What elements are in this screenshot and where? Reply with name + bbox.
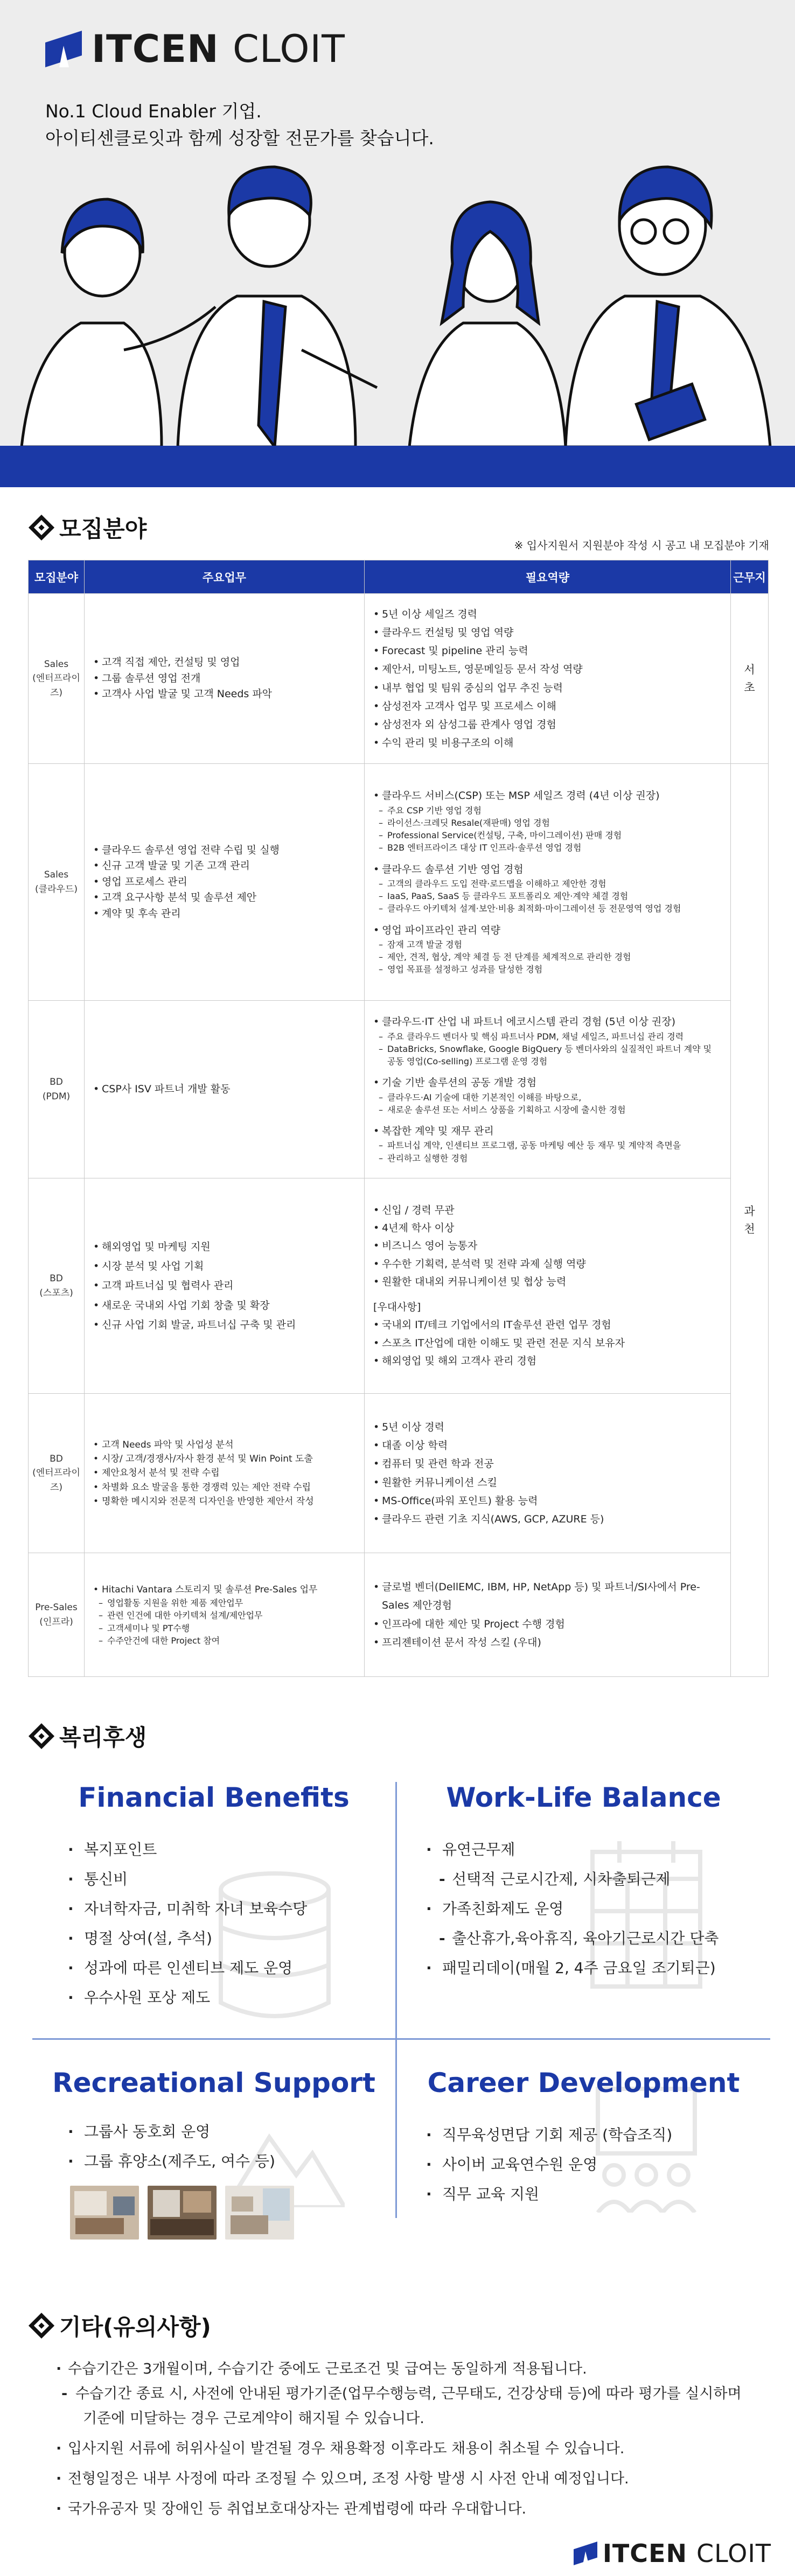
diamond-icon: [29, 1723, 54, 1749]
row-category: Pre-Sales (인프라): [29, 1553, 85, 1677]
hero-line-1: No.1 Cloud Enabler 기업.: [45, 101, 262, 122]
diamond-icon: [29, 515, 54, 541]
recruit-note: ※ 입사지원서 지원분야 작성 시 공고 내 모집분야 기재: [514, 539, 769, 552]
row-duties: • Hitachi Vantara 스토리지 및 솔루션 Pre-Sales 업무 – 영업활동 지원을 위한 제품 제안업무 – 관련 인건에 대한 아키텍쳐 설계/제안업무 – 고객세미나 및 PT수행 – 수주안건에 대한 Project 참여: [85, 1553, 365, 1677]
brand-name-thin: CLOIT: [696, 2539, 771, 2568]
list-item: - 수습기간 종료 시, 사전에 안내된 평가기준(업무수행능력, 근무태도, 건강상태 등)에 따라 평가를 실시하며: [54, 2382, 765, 2406]
table-header-row: [29, 560, 769, 594]
list-item: · 패밀리데이(매월 2, 4주 금요일 조기퇴근): [424, 1953, 770, 1983]
table-row: [29, 764, 769, 1001]
list-item: · 명절 상여(설, 추석): [66, 1924, 395, 1953]
worklife-benefits: [397, 1782, 770, 1983]
row-skills: • 클라우드 서비스(CSP) 또는 MSP 세일즈 경력 (4년 이상 권장) – 주요 CSP 기반 영업 경험 – 라이선스·크레딧 Resale(재판매) 영업 경험 – Professional Service(컨설팅, 구축, 마이그레이션) 판매 경험 – B2B 엔터프라이즈 대상 IT 인프라·솔루션 영업 경험 • 클라우드 솔루션 기반 영업 경험 – 고객의 클라우드 도입 전략·로드맵을 이해하고 제안한 경험 – IaaS, PaaS, SaaS 등 클라우드 포트폴리오 제안·계약 체결 경험 – 클라우드 아키텍처 설계·보안·비용 최적화·마이그레이션 등 전문영역 영업 경험 • 영업 파이프라인 관리 역량 – 잠재 고객 발굴 경험 – 제안, 견적, 협상, 계약 체결 등 전 단계를 체계적으로 관리한 경험 – 영업 목표를 설정하고 성과를 달성한 경험: [365, 764, 731, 1001]
header-skills: 필요역량: [365, 560, 731, 594]
brand-name-thin: CLOIT: [232, 27, 345, 71]
table-row: [29, 1178, 769, 1394]
row-location: 과천: [731, 764, 769, 1677]
list-item: · 그룹사 동호회 운영: [66, 2117, 395, 2146]
row-skills: • 글로벌 벤더(DellEMC, IBM, HP, NetApp 등) 및 파트너/SI사에서 Pre-Sales 제안경험 • 인프라에 대한 제안 및 Project 수행 경험 • 프리젠테이션 문서 작성 스킬 (우대): [365, 1553, 731, 1677]
list-item: · 유연근무제: [424, 1835, 770, 1864]
list-item: · 우수사원 포상 제도: [66, 1983, 395, 2012]
brand-name-bold: ITCEN: [92, 27, 219, 71]
section-title-recruit: [32, 511, 147, 544]
section-title-other: [32, 2310, 211, 2342]
table-row: [29, 594, 769, 764]
other-title: 기타(유의사항): [59, 2314, 211, 2340]
hero-blue-band: [0, 446, 795, 487]
table-row: [29, 1394, 769, 1553]
row-duties: • CSP사 ISV 파트너 개발 활동: [85, 1001, 365, 1178]
brand-name-bold: ITCEN: [602, 2539, 687, 2568]
list-item: · 입사지원 서류에 허위사실이 발견될 경우 채용확정 이후라도 채용이 취소될 수 있습니다.: [54, 2437, 765, 2461]
row-category: Sales (엔터프라이즈): [29, 594, 85, 764]
financial-benefits: [32, 1782, 395, 2012]
benefits-title: 복리후생: [59, 1724, 147, 1751]
row-skills: • 신입 / 경력 무관 • 4년제 학사 이상 • 비즈니스 영어 능통자 • 우수한 기획력, 분석력 및 전략 과제 실행 역량 • 원활한 대내외 커뮤니케이션 및 협상 능력 [우대사항] • 국내외 IT/테크 기업에서의 IT솔루션 관련 업무 경험 • 스포츠 IT산업에 대한 이해도 및 관련 전문 지식 보유자 • 해외영업 및 해외 고객사 관리 경험: [365, 1178, 731, 1394]
worklife-title: Work-Life Balance: [446, 1782, 721, 1813]
hero-tagline: [45, 98, 434, 152]
list-item: · 전형일정은 내부 사정에 따라 조정될 수 있으며, 조정 사항 발생 시 사전 안내 예정입니다.: [54, 2467, 765, 2491]
financial-title: Financial Benefits: [78, 1782, 350, 1813]
list-item: · 사이버 교육연수원 운영: [424, 2150, 770, 2179]
logo-mark-icon: [45, 31, 82, 67]
row-category: BD (PDM): [29, 1001, 85, 1178]
list-item: 기준에 미달하는 경우 근로계약이 해지될 수 있습니다.: [83, 2410, 424, 2427]
list-item: - 선택적 근로시간제, 시차출퇴근제: [424, 1864, 770, 1894]
team-illustration: [0, 145, 795, 447]
row-category: BD (스포츠): [29, 1178, 85, 1394]
header-location: 근무지: [731, 560, 769, 594]
pref-title: [우대사항]: [373, 1301, 421, 1314]
row-duties: • 고객 Needs 파악 및 사업성 분석 • 시장/ 고객/경쟁사/자사 환경 분석 및 Win Point 도출 • 제안요청서 분석 및 전략 수립 • 차별화 요소 발굴을 통한 경쟁력 있는 제안 전략 수립 • 명확한 메시지와 전문적 디자인을 반영한 제안서 작성: [85, 1394, 365, 1553]
row-skills: • 5년 이상 세일즈 경력 • 클라우드 컨설팅 및 영업 역량 • Forecast 및 pipeline 관리 능력 • 제안서, 미팅노트, 영문메일등 문서 작성 역량 • 내부 협업 및 팀워 중심의 업무 추진 능력 • 삼성전자 고객사 업무 및 프로세스 이해 • 삼성전자 외 삼성그룹 관계사 영업 경험 • 수익 관리 및 비용구조의 이해: [365, 594, 731, 764]
resort-photos: [70, 2186, 395, 2240]
section-title-benefits: [32, 1720, 147, 1752]
recreational-support: [32, 2067, 395, 2240]
list-item: · 성과에 따른 인센티브 제도 운영: [66, 1953, 395, 1983]
table-row: [29, 1553, 769, 1677]
benefits-grid: [32, 1782, 770, 2272]
divider-horizontal: [32, 2038, 770, 2040]
list-item: · 복지포인트: [66, 1835, 395, 1864]
resort-photo-2: [148, 2186, 217, 2240]
header-category: 모집분야: [29, 560, 85, 594]
career-development: [397, 2067, 770, 2209]
row-duties: • 고객 직접 제안, 컨설팅 및 영업 • 그룹 솔루션 영업 전개 • 고객사 사업 발굴 및 고객 Needs 파악: [85, 594, 365, 764]
list-item: · 국가유공자 및 장애인 등 취업보호대상자는 관계법령에 따라 우대합니다.: [54, 2497, 765, 2522]
list-item: · 그룹 휴양소(제주도, 여수 등): [66, 2146, 395, 2176]
career-title: Career Development: [427, 2067, 740, 2098]
list-item: · 통신비: [66, 1864, 395, 1894]
recreational-title: Recreational Support: [52, 2067, 375, 2098]
list-item: · 직무육성면담 기회 제공 (학습조직): [424, 2120, 770, 2150]
list-item: - 출산휴가,육아휴직, 육아기근로시간 단축: [424, 1924, 770, 1953]
resort-photo-3: [225, 2186, 294, 2240]
table-row: [29, 1001, 769, 1178]
row-category: Sales (클라우드): [29, 764, 85, 1001]
list-item: · 가족친화제도 운영: [424, 1894, 770, 1924]
row-category: BD (엔터프라이즈): [29, 1394, 85, 1553]
list-item: · 직무 교육 지원: [424, 2179, 770, 2209]
footer-logo: [574, 2541, 771, 2566]
recruit-table: [28, 560, 769, 1677]
hero-line-2: 아이티센클로잇과 함께 성장할 전문가를 찾습니다.: [45, 128, 434, 149]
resort-photo-1: [70, 2186, 139, 2240]
list-item: · 수습기간은 3개월이며, 수습기간 중에도 근로조건 및 급여는 동일하게 적용됩니다.: [54, 2357, 765, 2382]
logo-mark-icon: [574, 2542, 597, 2565]
row-skills: • 클라우드·IT 산업 내 파트너 에코시스템 관리 경험 (5년 이상 권장) – 주요 클라우드 벤더사 및 핵심 파트너사 PDM, 채널 세일즈, 파트너십 관리 경력 – DataBricks, Snowflake, Google BigQuery 등 벤더사와의 실질적인 파트너 계약 및 공동 영업(Co-selling) 프로그램 운영 경험 • 기술 기반 솔루션의 공동 개발 경험 – 클라우드·AI 기술에 대한 기본적인 이해를 바탕으로, – 새로운 솔루션 또는 서비스 상품을 기획하고 시장에 출시한 경험 • 복잡한 계약 및 재무 관리 – 파트너십 계약, 인센티브 프로그램, 공동 마케팅 예산 등 재무 및 계약적 측면을 – 관리하고 실행한 경험: [365, 1001, 731, 1178]
diamond-icon: [29, 2313, 54, 2339]
notice-list: [54, 2357, 765, 2522]
row-duties: • 해외영업 및 마케팅 지원 • 시장 분석 및 사업 기획 • 고객 파트너십 및 협력사 관리 • 새로운 국내외 사업 기회 창출 및 확장 • 신규 사업 기회 발굴, 파트너십 구축 및 관리: [85, 1178, 365, 1394]
hero-banner: [0, 0, 795, 487]
list-item: · 자녀학자금, 미취학 자녀 보육수당: [66, 1894, 395, 1924]
brand-logo: [45, 27, 345, 71]
header-duties: 주요업무: [85, 560, 365, 594]
row-location: 서초: [731, 594, 769, 764]
row-duties: • 클라우드 솔루션 영업 전략 수립 및 실행 • 신규 고객 발굴 및 기존 고객 관리 • 영업 프로세스 관리 • 고객 요구사항 분석 및 솔루션 제안 • 계약 및 후속 관리: [85, 764, 365, 1001]
recruit-title: 모집분야: [59, 516, 147, 542]
row-skills: • 5년 이상 경력 • 대졸 이상 학력 • 컴퓨터 및 관련 학과 전공 • 원활한 커뮤니케이션 스킬 • MS-Office(파워 포인트) 활용 능력 • 클라우드 관련 기초 지식(AWS, GCP, AZURE 등): [365, 1394, 731, 1553]
